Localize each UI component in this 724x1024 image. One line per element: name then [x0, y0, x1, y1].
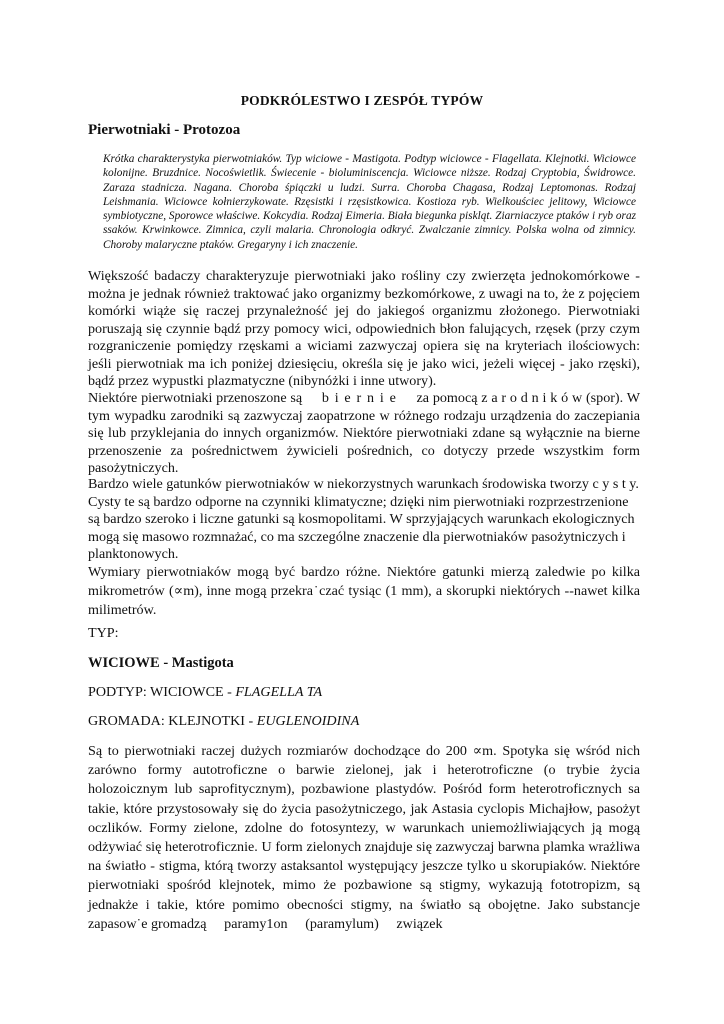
chapter-summary: Krótka charakterystyka pierwotniaków. Typ wiciowe - Mastigota. Podtyp wiciowce - Flagellata. Klejnotki. Wiciowce kolonijne. Bruzdnice. Nocoświetlik. Świecenie - bioluminiscencja. Wiciowce niższe. Rodzaj Cryptobia, Świdrowce. Zaraza stadnicza. Nagana. Choroba śpiączki u ludzi. Surra. Choroba Chagasa, Rodzaj Leptomonas. Rodzaj Leishmania. Wiciowce kołnierzykowate. Rzęsistki i rzęsistkowica. Kostioza ryb. Wielkouściec jelitowy, Wiciowce symbiotyczne, Sporowce właściwe. Kokcydia. Rodzaj Eimeria. Biała biegunka piskląt. Ziarniaczyce ptaków i ryb oraz ssaków. Krwinkowce. Zimnica, czyli malaria. Chronologia odkryć. Zwalczanie zimnicy. Polska wolna od zimnicy. Choroby malaryczne ptaków. Gregaryny i ich znaczenie.: [103, 153, 636, 251]
gromada-prefix: GROMADA: KLEJNOTKI -: [88, 713, 257, 729]
podtyp-latin: FLAGELLA TA: [235, 684, 323, 700]
podtyp-prefix: PODTYP: WICIOWCE -: [88, 684, 236, 700]
paragraph-cysts: [88, 476, 640, 564]
podtyp-line: [88, 684, 322, 701]
gromada-latin: EUGLENOIDINA: [256, 713, 360, 729]
para2-rest: (spor). W tym wypadku zarodniki są zazwyczaj zaopatrzone w różnego rodzaju urządzenia do zaczepiania się lub przyklejania do innych organizmów. Niektóre pierwotniaki zdane są wyłącznie na bierne przenoszenie za pośrednictwem żywicieli pośrednich, co dotyczy przede wszystkim form pasożytniczych.: [88, 390, 641, 476]
paragraph-euglenoidina: [88, 742, 644, 934]
paragraph-spores-text: [88, 390, 640, 478]
paragraph-intro-text: Większość badaczy charakteryzuje pierwotniaki jako rośliny czy zwierzęta jednokomórkowe - można je jednak również traktować jako organizmy bezkomórkowe, z uwagi na to, że z pojęciem komórki wiąże się raczej przynależność jej do jakiegoś organizmu złożonego. Pierwotniaki poruszają się czynnie bądź przy pomocy wici, odpowiednich błon falujących, rzęsek (przy czym rozgraniczenie pomiędzy rzęskami a wiciami zazwyczaj opiera się na kryteriach ilościowych: jeśli pierwotniak ma ich poniżej dziesięciu, określa się je jako wici, jeżeli więcej - jako rzęski), bądź przez wypustki plazmatyczne (nibynóżki i inne utwory).: [88, 268, 640, 389]
paragraph-cysts-text: Bardzo wiele gatunków pierwotniaków w niekorzystnych warunkach środowiska tworzy c y s t y. Cysty te są bardzo odporne na czynniki klimatyczne; dzięki nim pierwotniaki rozprzestrzenione są bardzo szeroko i liczne gatunki są kosmopolitami. W sprzyjających warunkach ekologicznych mogą się masowo rozmnażać, co ma szczególne znaczenie dla pierwotniaków pasożytniczych i planktonowych.: [88, 476, 639, 562]
para2-passive: b i e r n i e: [321, 390, 397, 406]
document-title: PODKRÓLESTWO I ZESPÓŁ TYPÓW: [240, 93, 484, 108]
paragraph-sizes: [88, 563, 640, 620]
section-heading: Pierwotniaki - Protozoa: [88, 122, 241, 138]
gromada-line: [88, 713, 359, 730]
paragraph-sizes-text: Wymiary pierwotniaków mogą być bardzo różne. Niektóre gatunki mierzą zaledwie po kilka mikrometrów (∝m), inne mogą przekra˙czać tysiąc (1 mm), a skorupki niektórych --nawet kilka milimetrów.: [88, 564, 640, 618]
paragraph-euglenoidina-text: Są to pierwotniaki raczej dużych rozmiarów dochodzące do 200 ∝m. Spotyka się wśród nich zarówno formy autotroficzne o barwie zielonej, jak i heterotroficzne (o trybie życia holozoicznym lub saprofitycznym), pozbawione plastydów. Pośród form heterotroficznych sa takie, które przystosowały się do życia pasożytniczego, jak Astasia cyclopis Michajłow, pasożyt oczlików. Formy zielone, zdolne do fotosyntezy, w warunkach uniemożliwiających ją mogą odżywiać się heterotroficznie. U form zielonych znajduje się zazwyczaj barwna plamka wrażliwa na światło - stigma, którą tworzy astaksantol występujący jeszcze tylko u skorupiaków. Niektóre pierwotniaki spośród klejnotek, mimo że pozbawione są stigmy, wykazują fototropizm, są jednakże i takie, które pomimo obecności stigmy, na światło są obojętne. Jako substancje zapasow˙e gromadzą paramy1on (paramylum) związek: [88, 743, 644, 932]
typ-label: TYP:: [88, 625, 119, 641]
para2-lead: Niektóre pierwotniaki przenoszone są: [88, 390, 303, 406]
paragraph-intro: [88, 268, 640, 391]
para2-spores-word: za pomocą z a r o d n i k ó w: [416, 390, 583, 406]
paragraph-spores: [88, 390, 640, 478]
typ-name: WICIOWE - Mastigota: [88, 655, 234, 671]
